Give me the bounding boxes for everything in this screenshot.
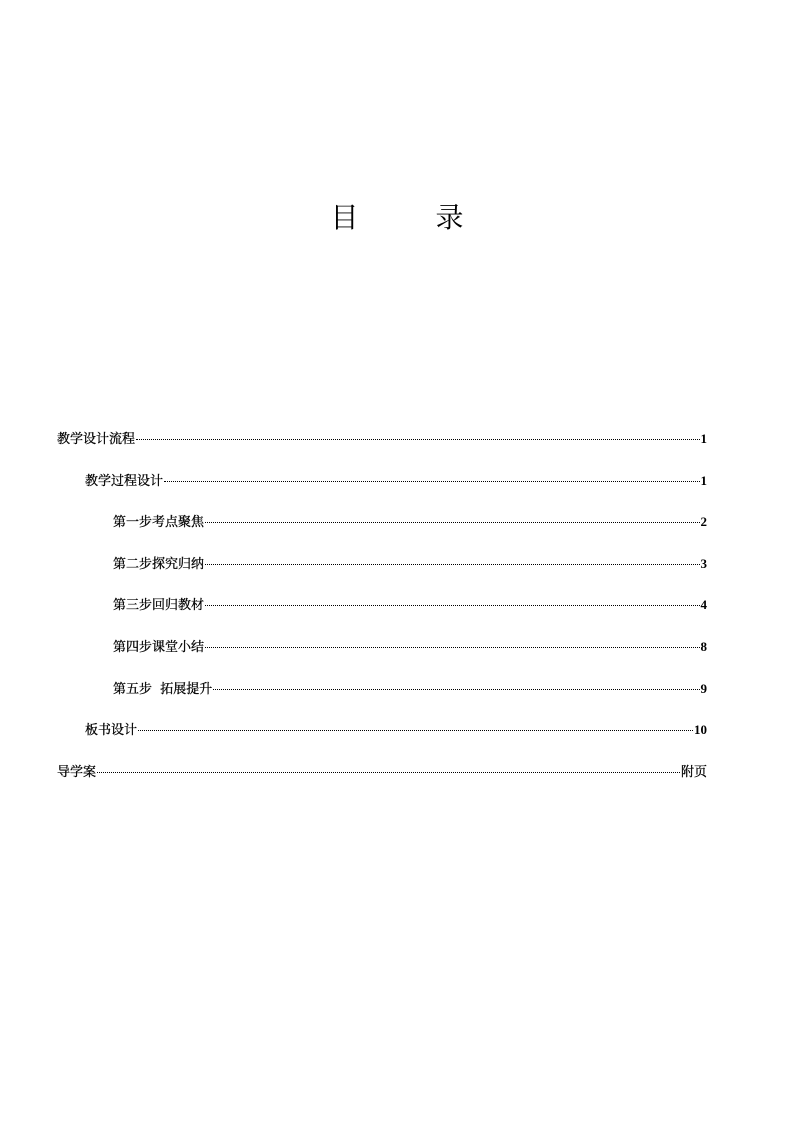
- toc-entry[interactable]: [57, 428, 707, 448]
- toc-dot-leader: [164, 481, 699, 482]
- toc-dot-leader: [205, 564, 699, 565]
- toc-entry-page: 2: [700, 514, 707, 530]
- toc-entry-label: 第四步课堂小结: [113, 639, 205, 655]
- toc-dot-leader: [138, 730, 693, 731]
- toc-entry-page: 附页: [680, 764, 707, 780]
- toc-entry-page: 10: [694, 722, 707, 738]
- toc-entry-label: 教学设计流程: [57, 432, 136, 447]
- toc-entry[interactable]: [57, 761, 707, 781]
- toc-entry-label: 第五步 拓展提升: [113, 681, 213, 697]
- toc-entry-page: 4: [700, 597, 707, 613]
- toc-entry-page: 1: [700, 472, 707, 488]
- toc-entry[interactable]: [57, 511, 707, 531]
- toc-list: [57, 428, 707, 802]
- toc-entry[interactable]: [57, 636, 707, 656]
- toc-entry-page: 1: [700, 431, 707, 446]
- toc-dot-leader: [205, 522, 699, 523]
- toc-title: 目 录: [330, 201, 498, 234]
- toc-entry-label: 第二步探究归纳: [113, 556, 205, 572]
- toc-dot-leader: [97, 772, 680, 773]
- toc-entry-page: 9: [700, 680, 707, 696]
- toc-entry[interactable]: [57, 719, 707, 739]
- toc-dot-leader: [205, 647, 699, 648]
- toc-dot-leader: [213, 689, 699, 690]
- toc-entry[interactable]: [57, 678, 707, 698]
- toc-dot-leader: [205, 605, 699, 606]
- toc-entry-label: 板书设计: [85, 723, 138, 739]
- toc-entry-label: 第三步回归教材: [113, 598, 205, 614]
- toc-entry[interactable]: [57, 470, 707, 490]
- toc-entry-label: 教学过程设计: [85, 473, 164, 489]
- toc-entry[interactable]: [57, 594, 707, 614]
- toc-dot-leader: [136, 439, 699, 440]
- toc-entry-page: 8: [700, 638, 707, 654]
- toc-entry-label: 第一步考点聚焦: [113, 515, 205, 531]
- toc-entry[interactable]: [57, 553, 707, 573]
- toc-entry-label: 导学案: [57, 764, 97, 780]
- toc-entry-page: 3: [700, 555, 707, 571]
